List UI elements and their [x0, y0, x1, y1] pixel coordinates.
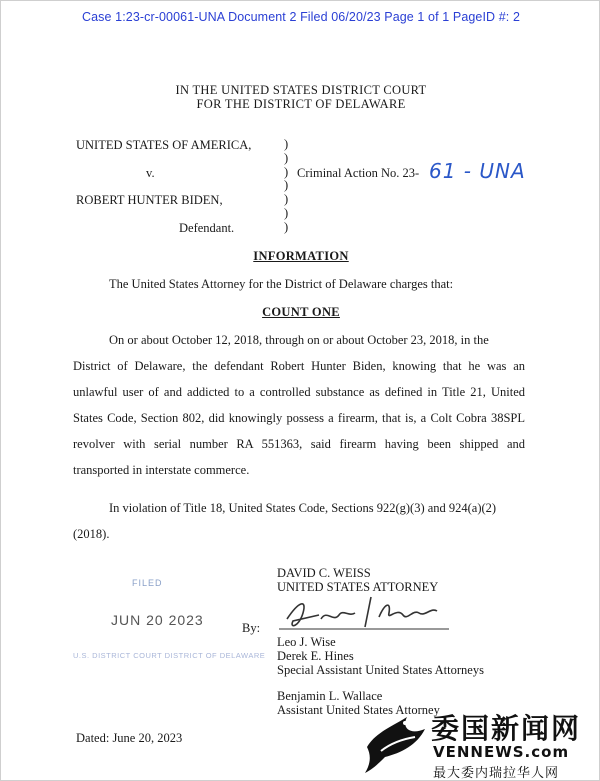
caption-plaintiff: UNITED STATES OF AMERICA, [76, 138, 252, 152]
caption-parentheses: ) ) ) ) ) ) ) [284, 137, 289, 234]
intro-paragraph: The United States Attorney for the District of Delaware charges that: [109, 277, 454, 291]
signature-block-attorney [277, 566, 438, 594]
handwritten-signature [279, 593, 454, 633]
count-line: District of Delaware, the defendant Robert Hunter Biden, knowing that he was an [73, 359, 525, 373]
count-line: On or about October 12, 2018, through on or about October 23, 2018, in the [109, 333, 489, 347]
court-title-line1: IN THE UNITED STATES DISTRICT COURT [175, 83, 427, 97]
court-title [1, 83, 600, 111]
watermark-en: VENNEWS.com [433, 743, 570, 761]
case-number-handwritten: 61 - UNA [429, 159, 526, 183]
caption-defendant-name: ROBERT HUNTER BIDEN, [76, 193, 223, 207]
count-line: transported in interstate commerce. [73, 463, 250, 477]
information-heading: INFORMATION [253, 249, 349, 263]
case-header-stamp: Case 1:23-cr-00061-UNA Document 2 Filed 06/20/23 Page 1 of 1 PageID #: 2 [81, 10, 520, 24]
watermark-sub: 最大委内瑞拉华人网 [433, 766, 560, 781]
count-one-heading: COUNT ONE [262, 305, 340, 319]
signer-wallace-title: Assistant United States Attorney [277, 703, 440, 717]
attorney-name: DAVID C. WEISS [277, 566, 371, 580]
violation-line-cont: (2018). [73, 527, 110, 541]
case-number-label: Criminal Action No. 23- [297, 166, 420, 180]
caption-versus: v. [146, 166, 155, 180]
dated-line: Dated: June 20, 2023 [76, 731, 183, 745]
filed-stamp-label: FILED [132, 578, 163, 588]
signer-wallace: Benjamin L. Wallace [277, 689, 383, 703]
attorney-title: UNITED STATES ATTORNEY [277, 580, 439, 594]
caption-defendant-label: Defendant. [179, 221, 235, 235]
count-line: unlawful user of and addicted to a controlled substance as defined in Title 21, United [73, 385, 525, 399]
court-title-line2: FOR THE DISTRICT OF DELAWARE [196, 97, 406, 111]
count-line: States Code, Section 802, did knowingly possess a firearm, that is, a Colt Cobra 38SPL [73, 411, 525, 425]
violation-line: In violation of Title 18, United States Code, Sections 922(g)(3) and 924(a)(2) [109, 501, 497, 515]
signer-wise: Leo J. Wise [277, 635, 336, 649]
vennews-watermark [361, 707, 599, 779]
signature-block-signers [277, 635, 484, 677]
signer-hines: Derek E. Hines [277, 649, 354, 663]
bird-logo-icon [361, 707, 431, 779]
count-line: revolver with serial number RA 551363, said firearm having been shipped and [73, 437, 525, 451]
by-label: By: [242, 621, 261, 635]
filed-stamp-date: JUN 20 2023 [111, 612, 204, 628]
filed-stamp-court: U.S. DISTRICT COURT DISTRICT OF DELAWARE [73, 651, 266, 660]
signer-title: Special Assistant United States Attorneys [277, 663, 484, 677]
watermark-cn: 委国新闻网 [431, 712, 582, 745]
